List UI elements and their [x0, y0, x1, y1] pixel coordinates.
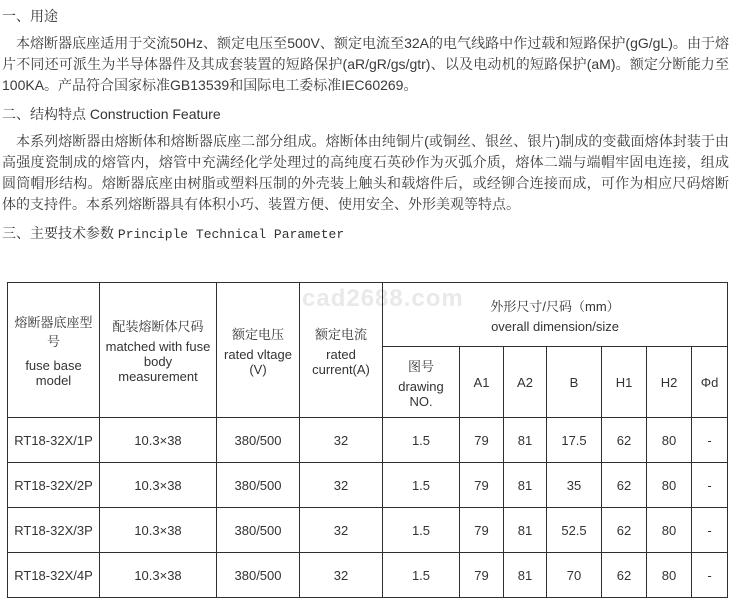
col-header-drawing-no-cn: 图号	[407, 358, 434, 374]
cell-model: RT18-32X/2P	[8, 463, 100, 508]
cell-h1: 62	[602, 508, 647, 553]
col-header-current	[300, 283, 383, 418]
col-header-fuse-size	[100, 283, 217, 418]
col-header-a1: A1	[460, 347, 504, 418]
cell-h2: 80	[647, 463, 692, 508]
cell-drawing-no: 1.5	[383, 508, 460, 553]
cell-h1: 62	[602, 553, 647, 598]
cell-fuse-size: 10.3×38	[100, 553, 217, 598]
col-header-b: B	[547, 347, 602, 418]
cell-h2: 80	[647, 418, 692, 463]
parameters-heading-en: Principle Technical Parameter	[117, 227, 345, 242]
construction-heading-en: Construction Feature	[89, 106, 221, 122]
cell-fuse-size: 10.3×38	[100, 418, 217, 463]
cell-h2: 80	[647, 508, 692, 553]
section-parameters-heading	[2, 225, 729, 243]
cell-model: RT18-32X/3P	[8, 508, 100, 553]
parameters-heading-cn: 三、主要技术参数	[2, 225, 114, 241]
col-header-current-en: rated current(A)	[312, 346, 370, 377]
construction-heading-cn: 二、结构特点	[2, 106, 86, 122]
col-header-model-cn: 熔断器底座型号	[14, 315, 93, 349]
table-row	[8, 553, 728, 598]
col-header-drawing-no-en: drawing NO.	[398, 378, 444, 409]
cell-a1: 79	[460, 553, 504, 598]
cell-a1: 79	[460, 463, 504, 508]
col-header-current-cn: 额定电流	[314, 326, 367, 342]
col-header-fuse-size-en: matched with fuse body measurement	[105, 339, 211, 384]
cell-current: 32	[300, 418, 383, 463]
col-header-model-en: fuse base model	[25, 358, 82, 388]
cell-b: 52.5	[547, 508, 602, 553]
col-header-dimensions	[383, 283, 728, 347]
cell-model: RT18-32X/4P	[8, 553, 100, 598]
usage-heading-text: 一、用途	[2, 8, 58, 24]
cell-a2: 81	[504, 418, 547, 463]
col-header-dimensions-en: overall dimension/size	[491, 318, 619, 334]
col-header-model	[8, 283, 100, 418]
cell-voltage: 380/500	[217, 553, 300, 598]
col-header-a2: A2	[504, 347, 547, 418]
cell-a2: 81	[504, 463, 547, 508]
cell-a2: 81	[504, 553, 547, 598]
col-header-voltage	[217, 283, 300, 418]
header-row-top	[8, 283, 728, 347]
cell-current: 32	[300, 508, 383, 553]
cell-drawing-no: 1.5	[383, 553, 460, 598]
section-usage-heading	[2, 8, 729, 25]
col-header-fuse-size-cn: 配装熔断体尺码	[112, 319, 204, 334]
cell-h2: 80	[647, 553, 692, 598]
section-construction-heading	[2, 106, 729, 123]
cell-voltage: 380/500	[217, 508, 300, 553]
col-header-h2: H2	[647, 347, 692, 418]
cell-drawing-no: 1.5	[383, 463, 460, 508]
construction-paragraph: 本系列熔断器由熔断体和熔断器底座二部分组成。熔断体由纯铜片(或铜丝、银丝、银片)制成的变截面熔体封装于由高强度瓷制成的熔管内，熔管中充满经化学处理过的高纯度石英砂作为灭弧介质，熔体二端与端帽牢固电连接，组成圆筒帽形结构。熔断器底座由树脂或塑料压制的外壳装上触头和载熔件后，或经铆合连接而成，可作为相应尺码熔断体的支持件。本系列熔断器具有体积小巧、装置方便、使用安全、外形美观等特点。	[2, 133, 729, 212]
cell-h1: 62	[602, 418, 647, 463]
cell-current: 32	[300, 463, 383, 508]
cell-current: 32	[300, 553, 383, 598]
cell-a2: 81	[504, 508, 547, 553]
col-header-dimensions-cn: 外形尺寸/尺码（mm）	[490, 298, 620, 314]
col-header-h1: H1	[602, 347, 647, 418]
cell-phi-d: -	[692, 553, 728, 598]
cell-a1: 79	[460, 508, 504, 553]
cell-b: 35	[547, 463, 602, 508]
table-row	[8, 508, 728, 553]
cell-drawing-no: 1.5	[383, 418, 460, 463]
usage-paragraph: 本熔断器底座适用于交流50Hz、额定电压至500V、额定电流至32A的电气线路中作过载和短路保护(gG/gL)。由于熔片不同还可派生为半导体器件及其成套装置的短路保护(aR/gR/gs/gtr)、以及电动机的短路保护(aM)。额定分断能力至100KA。产品符合国家标准GB13539和国际电工委标准IEC60269。	[2, 35, 729, 93]
col-header-drawing-no	[383, 347, 460, 418]
cell-h1: 62	[602, 463, 647, 508]
cell-a1: 79	[460, 418, 504, 463]
cell-fuse-size: 10.3×38	[100, 463, 217, 508]
table-row	[8, 418, 728, 463]
watermark-text: cad2688.com	[302, 285, 464, 312]
specs-table-container	[7, 282, 727, 598]
specs-table	[7, 282, 728, 598]
cell-phi-d: -	[692, 418, 728, 463]
col-header-voltage-en: rated vltage (V)	[224, 346, 292, 377]
col-header-voltage-cn: 额定电压	[231, 326, 284, 342]
cell-phi-d: -	[692, 508, 728, 553]
cell-voltage: 380/500	[217, 418, 300, 463]
cell-phi-d: -	[692, 463, 728, 508]
cell-b: 17.5	[547, 418, 602, 463]
col-header-phi-d: Φd	[692, 347, 728, 418]
cell-model: RT18-32X/1P	[8, 418, 100, 463]
cell-voltage: 380/500	[217, 463, 300, 508]
cell-b: 70	[547, 553, 602, 598]
table-row	[8, 463, 728, 508]
cell-fuse-size: 10.3×38	[100, 508, 217, 553]
